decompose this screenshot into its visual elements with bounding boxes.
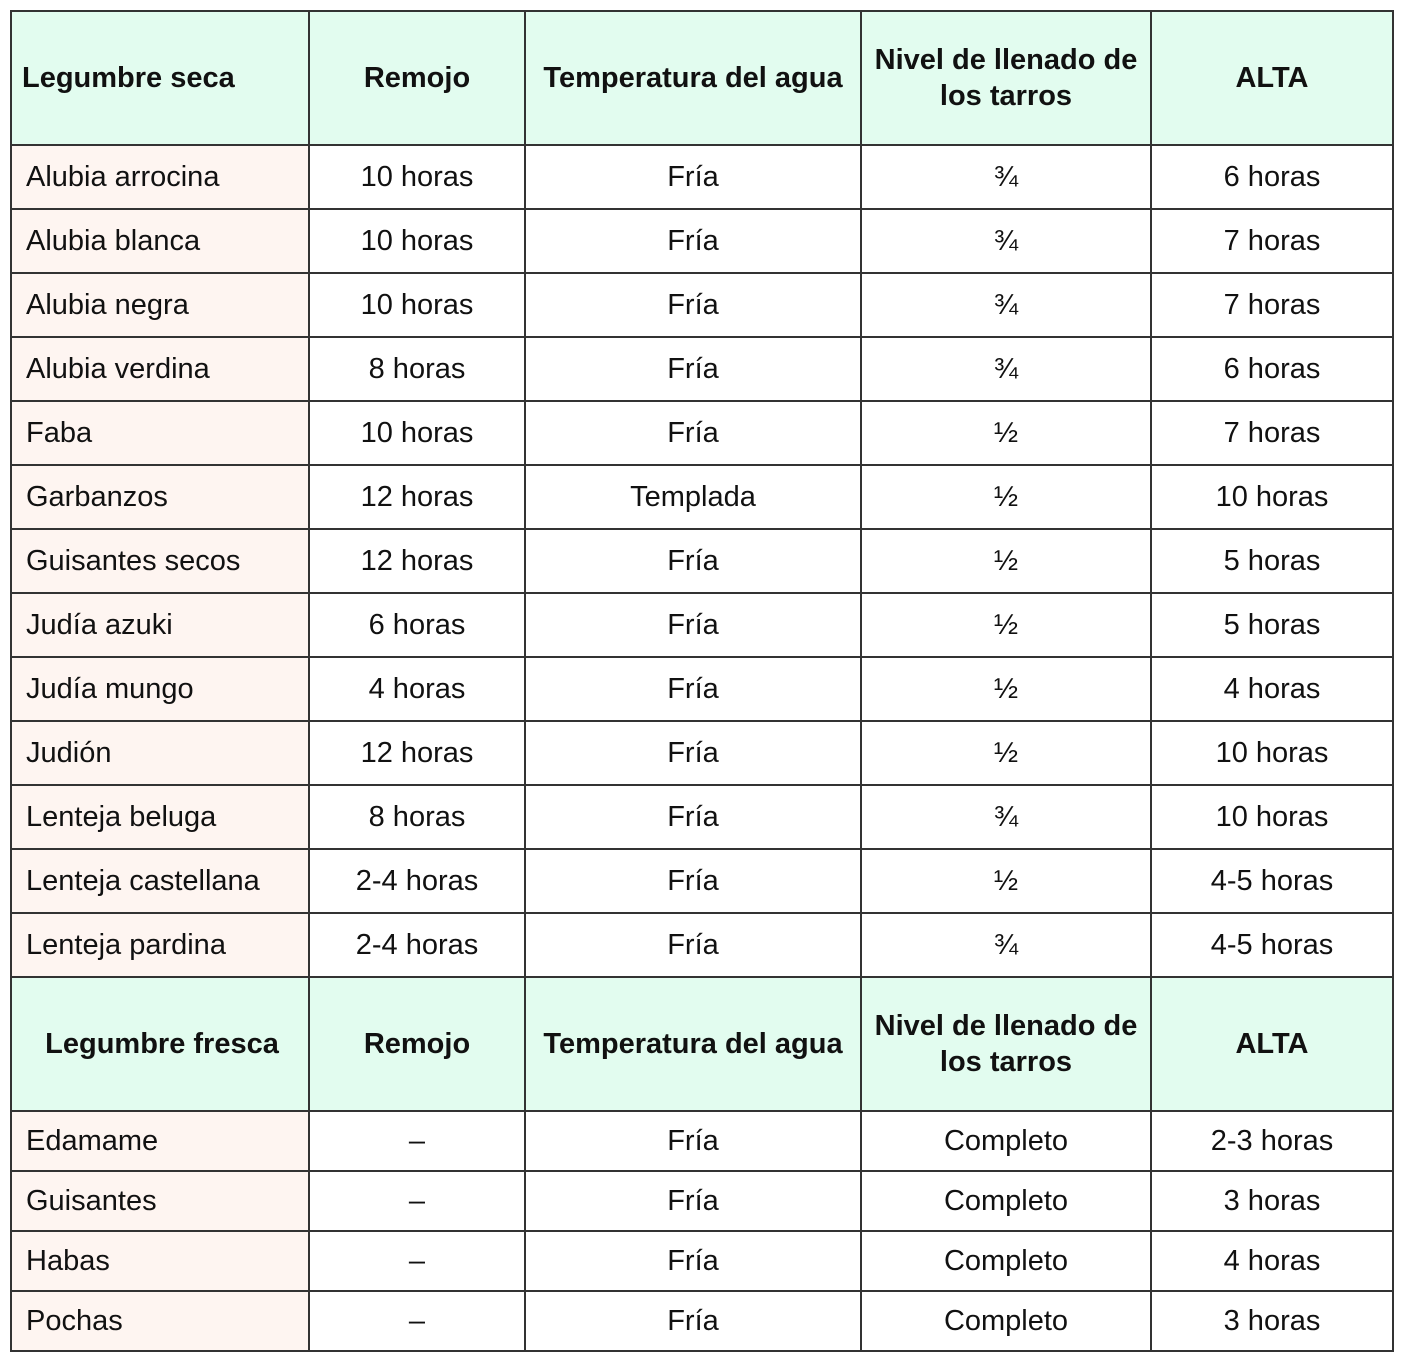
cell-jar-fill-level: Completo	[861, 1231, 1151, 1291]
cell-soak: –	[309, 1231, 525, 1291]
cell-legume: Guisantes	[11, 1171, 309, 1231]
cell-water-temperature: Fría	[525, 1111, 861, 1171]
cell-alta: 4 horas	[1151, 657, 1393, 721]
cell-jar-fill-level: ½	[861, 849, 1151, 913]
cell-legume: Lenteja pardina	[11, 913, 309, 977]
cell-legume: Faba	[11, 401, 309, 465]
cell-legume: Garbanzos	[11, 465, 309, 529]
cell-water-temperature: Fría	[525, 913, 861, 977]
cell-legume: Judía mungo	[11, 657, 309, 721]
cell-water-temperature: Fría	[525, 273, 861, 337]
cell-soak: 10 horas	[309, 209, 525, 273]
cell-alta: 7 horas	[1151, 209, 1393, 273]
table-row	[11, 209, 1393, 273]
table-row	[11, 785, 1393, 849]
cell-jar-fill-level: ½	[861, 657, 1151, 721]
cell-alta: 7 horas	[1151, 401, 1393, 465]
legume-cooking-table	[10, 10, 1394, 1352]
column-header-soak: Remojo	[309, 977, 525, 1111]
column-header-jar-fill-level: Nivel de llenado de los tarros	[861, 977, 1151, 1111]
cell-alta: 4 horas	[1151, 1231, 1393, 1291]
table-row	[11, 849, 1393, 913]
cell-alta: 6 horas	[1151, 145, 1393, 209]
table-row	[11, 337, 1393, 401]
cell-alta: 4-5 horas	[1151, 913, 1393, 977]
fresh-header-row	[11, 977, 1393, 1111]
cell-soak: 2-4 horas	[309, 849, 525, 913]
cell-alta: 5 horas	[1151, 593, 1393, 657]
cell-alta: 7 horas	[1151, 273, 1393, 337]
cell-water-temperature: Fría	[525, 1171, 861, 1231]
cell-water-temperature: Fría	[525, 657, 861, 721]
cell-soak: 12 horas	[309, 721, 525, 785]
cell-water-temperature: Fría	[525, 849, 861, 913]
cell-legume: Alubia verdina	[11, 337, 309, 401]
cell-water-temperature: Templada	[525, 465, 861, 529]
cell-soak: 8 horas	[309, 337, 525, 401]
table-row	[11, 657, 1393, 721]
column-header-legume: Legumbre fresca	[11, 977, 309, 1111]
cell-soak: –	[309, 1111, 525, 1171]
cell-jar-fill-level: ¾	[861, 337, 1151, 401]
table-row	[11, 529, 1393, 593]
cell-alta: 10 horas	[1151, 465, 1393, 529]
cell-jar-fill-level: ¾	[861, 273, 1151, 337]
column-header-alta: ALTA	[1151, 977, 1393, 1111]
table-row	[11, 1231, 1393, 1291]
table-row	[11, 721, 1393, 785]
cell-legume: Edamame	[11, 1111, 309, 1171]
cell-legume: Guisantes secos	[11, 529, 309, 593]
cell-jar-fill-level: Completo	[861, 1171, 1151, 1231]
cell-water-temperature: Fría	[525, 209, 861, 273]
cell-jar-fill-level: ½	[861, 593, 1151, 657]
cell-alta: 10 horas	[1151, 721, 1393, 785]
table-row	[11, 913, 1393, 977]
table-row	[11, 273, 1393, 337]
cell-legume: Judía azuki	[11, 593, 309, 657]
column-header-water-temperature: Temperatura del agua	[525, 977, 861, 1111]
cell-jar-fill-level: ½	[861, 721, 1151, 785]
cell-legume: Alubia arrocina	[11, 145, 309, 209]
cell-soak: 6 horas	[309, 593, 525, 657]
cell-jar-fill-level: ¾	[861, 145, 1151, 209]
cell-water-temperature: Fría	[525, 401, 861, 465]
column-header-jar-fill-level: Nivel de llenado de los tarros	[861, 11, 1151, 145]
cell-alta: 3 horas	[1151, 1291, 1393, 1351]
cell-jar-fill-level: ½	[861, 529, 1151, 593]
cell-water-temperature: Fría	[525, 721, 861, 785]
table-row	[11, 1171, 1393, 1231]
table-row	[11, 401, 1393, 465]
cell-alta: 6 horas	[1151, 337, 1393, 401]
cell-water-temperature: Fría	[525, 529, 861, 593]
table-row	[11, 465, 1393, 529]
cell-water-temperature: Fría	[525, 145, 861, 209]
cell-jar-fill-level: Completo	[861, 1291, 1151, 1351]
column-header-water-temperature: Temperatura del agua	[525, 11, 861, 145]
cell-legume: Habas	[11, 1231, 309, 1291]
table-row	[11, 1111, 1393, 1171]
column-header-soak: Remojo	[309, 11, 525, 145]
cell-water-temperature: Fría	[525, 593, 861, 657]
cell-soak: 10 horas	[309, 273, 525, 337]
legume-table-container	[10, 10, 1394, 1352]
cell-soak: –	[309, 1171, 525, 1231]
cell-jar-fill-level: ½	[861, 401, 1151, 465]
column-header-legume: Legumbre seca	[11, 11, 309, 145]
cell-water-temperature: Fría	[525, 337, 861, 401]
cell-alta: 5 horas	[1151, 529, 1393, 593]
cell-soak: 8 horas	[309, 785, 525, 849]
cell-legume: Lenteja castellana	[11, 849, 309, 913]
cell-jar-fill-level: Completo	[861, 1111, 1151, 1171]
cell-soak: –	[309, 1291, 525, 1351]
cell-legume: Alubia negra	[11, 273, 309, 337]
cell-water-temperature: Fría	[525, 1231, 861, 1291]
cell-soak: 12 horas	[309, 529, 525, 593]
dry-header-row	[11, 11, 1393, 145]
cell-soak: 4 horas	[309, 657, 525, 721]
cell-soak: 10 horas	[309, 401, 525, 465]
table-row	[11, 1291, 1393, 1351]
cell-jar-fill-level: ½	[861, 465, 1151, 529]
cell-jar-fill-level: ¾	[861, 209, 1151, 273]
cell-water-temperature: Fría	[525, 785, 861, 849]
table-row	[11, 145, 1393, 209]
cell-soak: 12 horas	[309, 465, 525, 529]
cell-alta: 4-5 horas	[1151, 849, 1393, 913]
cell-jar-fill-level: ¾	[861, 785, 1151, 849]
table-row	[11, 593, 1393, 657]
cell-alta: 3 horas	[1151, 1171, 1393, 1231]
cell-legume: Alubia blanca	[11, 209, 309, 273]
table-body	[11, 11, 1393, 1351]
column-header-alta: ALTA	[1151, 11, 1393, 145]
cell-alta: 2-3 horas	[1151, 1111, 1393, 1171]
cell-jar-fill-level: ¾	[861, 913, 1151, 977]
cell-soak: 10 horas	[309, 145, 525, 209]
cell-soak: 2-4 horas	[309, 913, 525, 977]
cell-alta: 10 horas	[1151, 785, 1393, 849]
cell-legume: Pochas	[11, 1291, 309, 1351]
cell-legume: Lenteja beluga	[11, 785, 309, 849]
cell-legume: Judión	[11, 721, 309, 785]
cell-water-temperature: Fría	[525, 1291, 861, 1351]
